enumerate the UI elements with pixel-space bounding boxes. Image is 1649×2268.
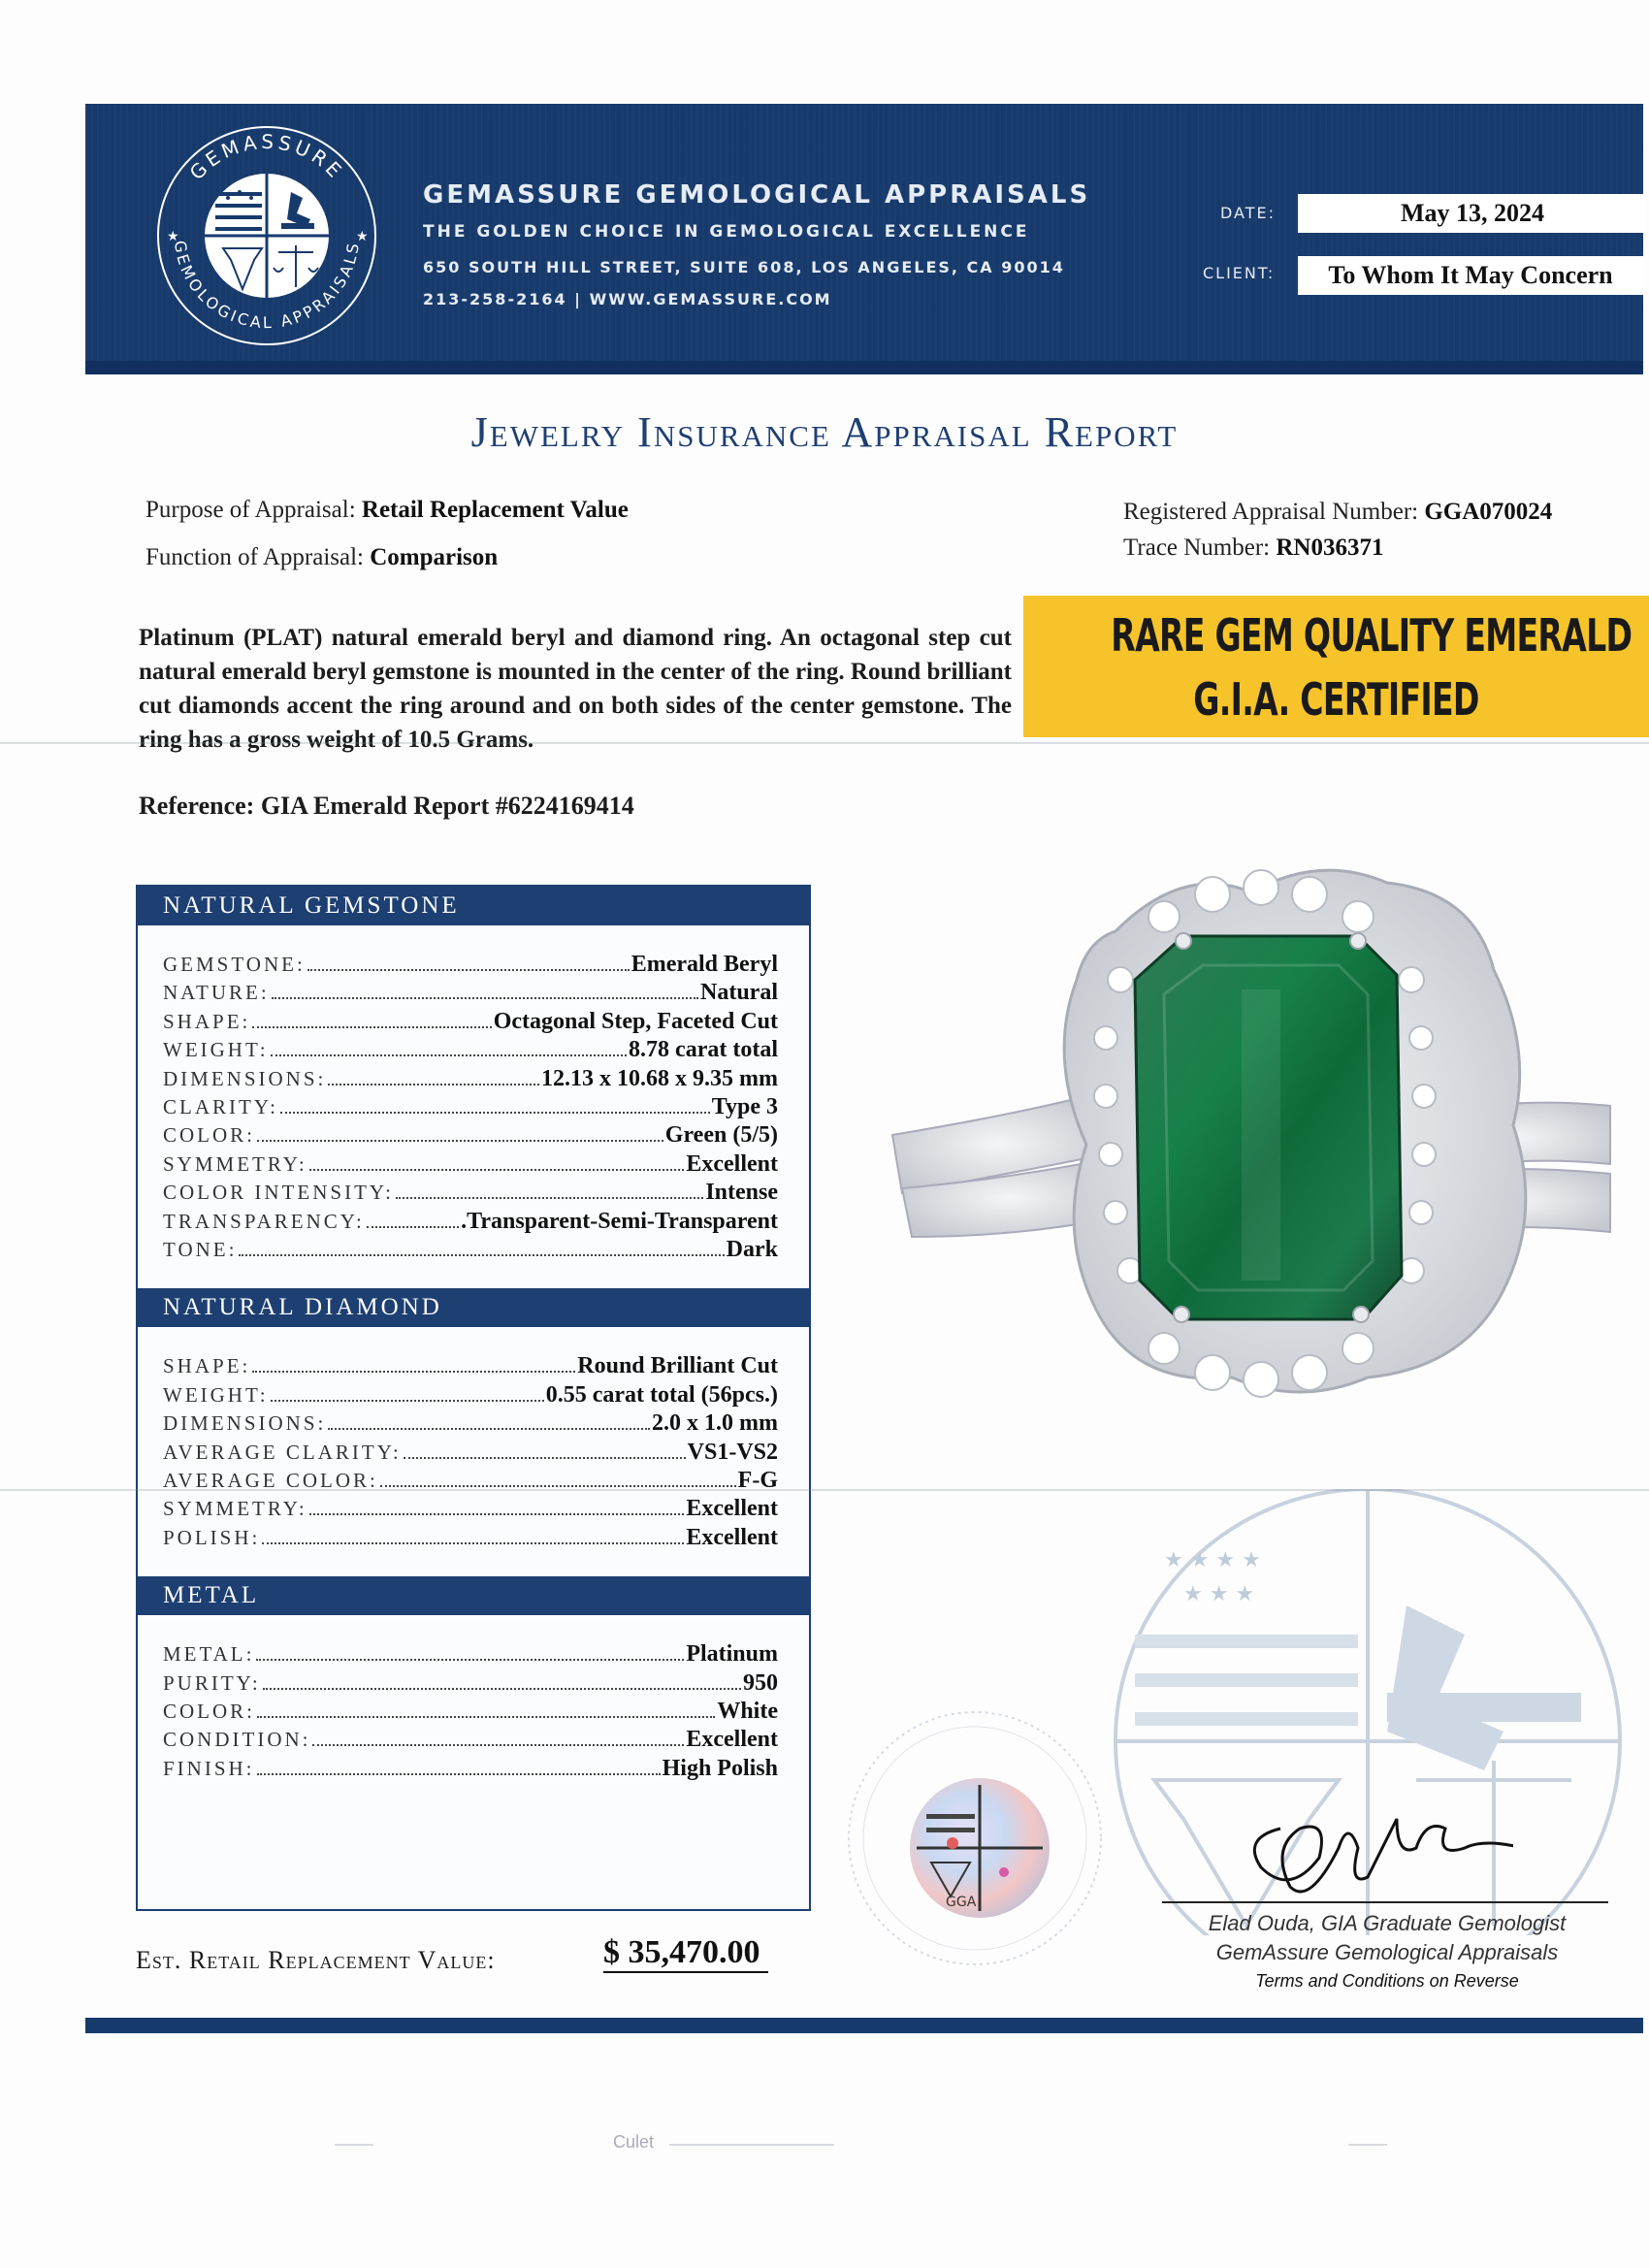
spec-value: 8.78 carat total — [629, 1037, 778, 1063]
section-header: METAL — [138, 1576, 809, 1615]
dot-leader — [271, 1041, 627, 1056]
dot-leader — [396, 1183, 703, 1199]
dot-leader — [328, 1414, 650, 1430]
section-header: NATURAL GEMSTONE — [138, 887, 809, 925]
spec-row — [163, 1009, 778, 1037]
spec-row — [163, 1237, 778, 1265]
spec-row — [163, 1382, 778, 1410]
estimate-value: $ 35,470.00 — [603, 1934, 768, 1973]
spec-row — [163, 1151, 778, 1180]
spec-value: 0.55 carat total (56pcs.) — [545, 1381, 778, 1408]
gia-reference: Reference: GIA Emerald Report #6224169414 — [139, 792, 634, 820]
spec-value: 950 — [743, 1669, 778, 1696]
spec-label: WEIGHT: — [163, 1038, 269, 1062]
spec-row — [163, 1094, 778, 1122]
spec-row — [163, 1209, 778, 1237]
spec-value: Green (5/5) — [664, 1122, 778, 1149]
spec-value: 12.13 x 10.68 x 9.35 mm — [541, 1065, 778, 1091]
faint-rule — [335, 2144, 373, 2146]
spec-label: TONE: — [163, 1238, 238, 1261]
dot-leader — [309, 1500, 685, 1515]
spec-value: White — [717, 1699, 778, 1724]
spec-row — [163, 1670, 778, 1699]
spec-row — [163, 952, 778, 980]
trace-value: RN036371 — [1276, 535, 1384, 561]
spec-row — [163, 1641, 778, 1669]
registered-value: GGA070024 — [1424, 499, 1553, 525]
dot-leader — [263, 1674, 741, 1690]
spec-value: Natural — [700, 980, 778, 1006]
spec-label: SHAPE: — [163, 1354, 251, 1378]
spec-value: Type 3 — [711, 1094, 778, 1119]
specifications-panel — [136, 885, 811, 1911]
spec-label: METAL: — [163, 1642, 255, 1667]
hologram-text: GGA — [946, 1895, 977, 1910]
company-address: 650 SOUTH HILL STREET, SUITE 608, LOS ANGELES, CA 90014 — [423, 258, 1065, 276]
spec-label: WEIGHT: — [163, 1382, 269, 1407]
trace-line — [1123, 535, 1383, 562]
purpose-label: Purpose of Appraisal: — [146, 497, 356, 523]
spec-row — [163, 1727, 778, 1755]
spec-value: Octagonal Step, Faceted Cut — [493, 1008, 778, 1034]
function-line — [146, 544, 498, 571]
dot-leader — [257, 1126, 663, 1142]
dot-leader — [309, 1155, 685, 1171]
spec-value: Intense — [705, 1180, 778, 1206]
spec-label: AVERAGE COLOR: — [163, 1469, 378, 1492]
spec-value: Excellent — [686, 1496, 778, 1522]
spec-label: PURITY: — [163, 1670, 261, 1695]
dot-leader — [252, 1357, 575, 1373]
trace-label: Trace Number: — [1123, 535, 1271, 561]
client-value: To Whom It May Concern — [1298, 256, 1643, 295]
spec-value: Platinum — [686, 1641, 778, 1668]
spec-label: COLOR: — [163, 1700, 256, 1723]
spec-label: CONDITION: — [163, 1728, 311, 1752]
client-label: CLIENT: — [1203, 264, 1276, 282]
spec-row — [163, 1440, 778, 1468]
spec-value: Round Brilliant Cut — [577, 1353, 778, 1379]
spec-label: DIMENSIONS: — [163, 1066, 327, 1090]
report-title: Jewelry Insurance Appraisal Report — [470, 408, 1179, 456]
spec-label: SYMMETRY: — [163, 1151, 307, 1176]
signature-line — [1162, 1901, 1608, 1903]
dot-leader — [262, 1529, 684, 1544]
spec-value: 2.0 x 1.0 mm — [652, 1410, 778, 1437]
company-tagline: THE GOLDEN CHOICE IN GEMOLOGICAL EXCELLENCE — [423, 222, 1030, 242]
dot-leader — [239, 1241, 724, 1256]
faint-caption: Culet — [613, 2132, 655, 2152]
spec-label: POLISH: — [163, 1525, 261, 1549]
dot-leader — [380, 1472, 736, 1487]
svg-text:★ ★ ★ ★: ★ ★ ★ ★ — [1164, 1548, 1261, 1572]
spec-value: Dark — [726, 1237, 778, 1262]
spec-label: COLOR: — [163, 1123, 256, 1148]
registered-line — [1123, 499, 1552, 526]
dot-leader — [312, 1731, 684, 1746]
spec-label: CLARITY: — [163, 1095, 278, 1118]
spec-label: TRANSPARENCY: — [163, 1209, 365, 1233]
terms-note: Terms and Conditions on Reverse — [1255, 1971, 1519, 1991]
seal-text-bottom: GEMOLOGICAL APPRAISALS — [170, 239, 364, 333]
dot-leader — [256, 1645, 684, 1661]
spec-label: DIMENSIONS: — [163, 1411, 327, 1436]
dot-leader — [367, 1213, 459, 1228]
seal-text-top: GEMASSURE — [184, 129, 349, 185]
dot-leader — [404, 1443, 686, 1459]
ring-photo — [873, 844, 1630, 1465]
header-divider — [85, 361, 1643, 374]
spec-row — [163, 1468, 778, 1496]
company-seal-icon — [146, 114, 388, 357]
section-header: NATURAL DIAMOND — [138, 1288, 809, 1327]
spec-row — [163, 1066, 778, 1094]
dot-leader — [257, 1702, 715, 1718]
faint-rule — [1348, 2144, 1387, 2146]
banner-line-1: RARE GEM QUALITY EMERALD — [1111, 609, 1633, 662]
appraiser-company: GemAssure Gemological Appraisals — [1215, 1940, 1559, 1964]
spec-value: Excellent — [686, 1727, 778, 1753]
dot-leader — [257, 1760, 661, 1775]
spec-row — [163, 1180, 778, 1208]
spec-row — [163, 1353, 778, 1381]
signature-icon — [1222, 1770, 1513, 1906]
date-label: DATE: — [1220, 204, 1277, 222]
dot-leader — [252, 1013, 491, 1028]
spec-row — [163, 1525, 778, 1553]
spec-row — [163, 1037, 778, 1065]
item-description: Platinum (PLAT) natural emerald beryl and diamond ring. An octagonal step cut natural emerald beryl gemstone is mounted in the center of the ring. Round brilliant cut diamonds accent the ring around and on both sides of the center gemstone. The ring has a gross weight of 10.5 Grams. — [139, 625, 1012, 753]
spec-row — [163, 1699, 778, 1727]
dot-leader — [280, 1098, 710, 1114]
svg-text:★: ★ — [356, 230, 369, 244]
dot-leader — [328, 1070, 539, 1085]
dot-leader — [271, 1386, 544, 1402]
purpose-value: Retail Replacement Value — [361, 497, 629, 523]
spec-value: Excellent — [686, 1150, 778, 1177]
spec-row — [163, 980, 778, 1008]
spec-label: COLOR INTENSITY: — [163, 1181, 394, 1205]
spec-row — [163, 1122, 778, 1150]
date-value: May 13, 2024 — [1298, 194, 1647, 233]
spec-row — [163, 1410, 778, 1439]
dot-leader — [307, 956, 630, 971]
spec-value: High Polish — [662, 1755, 778, 1781]
spec-value: .Transparent-Semi-Transparent — [461, 1208, 778, 1234]
spec-value: F-G — [737, 1468, 778, 1493]
spec-label: SHAPE: — [163, 1009, 251, 1033]
spec-row — [163, 1496, 778, 1524]
hologram-seal-icon — [844, 1707, 1106, 1969]
spec-label: NATURE: — [163, 981, 270, 1005]
fold-line — [0, 742, 1649, 744]
spec-label: FINISH: — [163, 1756, 255, 1780]
faint-rule — [669, 2144, 834, 2146]
banner-line-2: G.I.A. CERTIFIED — [1193, 673, 1479, 726]
dot-leader — [272, 984, 698, 999]
spec-label: AVERAGE CLARITY: — [163, 1440, 402, 1464]
registered-label: Registered Appraisal Number: — [1123, 499, 1419, 525]
company-contact: 213-258-2164 | WWW.GEMASSURE.COM — [423, 290, 832, 308]
footer-band — [85, 2018, 1643, 2033]
appraiser-name: Elad Ouda, GIA Graduate Gemologist — [1208, 1911, 1567, 1935]
spec-label: GEMSTONE: — [163, 953, 306, 976]
svg-text:★: ★ — [167, 230, 179, 244]
spec-row — [163, 1756, 778, 1784]
function-label: Function of Appraisal: — [146, 544, 364, 570]
estimate-label: Est. Retail Replacement Value: — [136, 1946, 496, 1974]
company-name: GEMASSURE GEMOLOGICAL APPRAISALS — [423, 180, 1091, 210]
purpose-line — [146, 497, 629, 524]
fold-line — [0, 1489, 1649, 1491]
spec-value: Excellent — [686, 1524, 778, 1550]
function-value: Comparison — [370, 544, 499, 570]
spec-value: Emerald Beryl — [630, 952, 778, 977]
spec-label: SYMMETRY: — [163, 1497, 307, 1521]
spec-value: VS1-VS2 — [687, 1439, 778, 1465]
svg-text:★ ★ ★: ★ ★ ★ — [1183, 1582, 1255, 1606]
